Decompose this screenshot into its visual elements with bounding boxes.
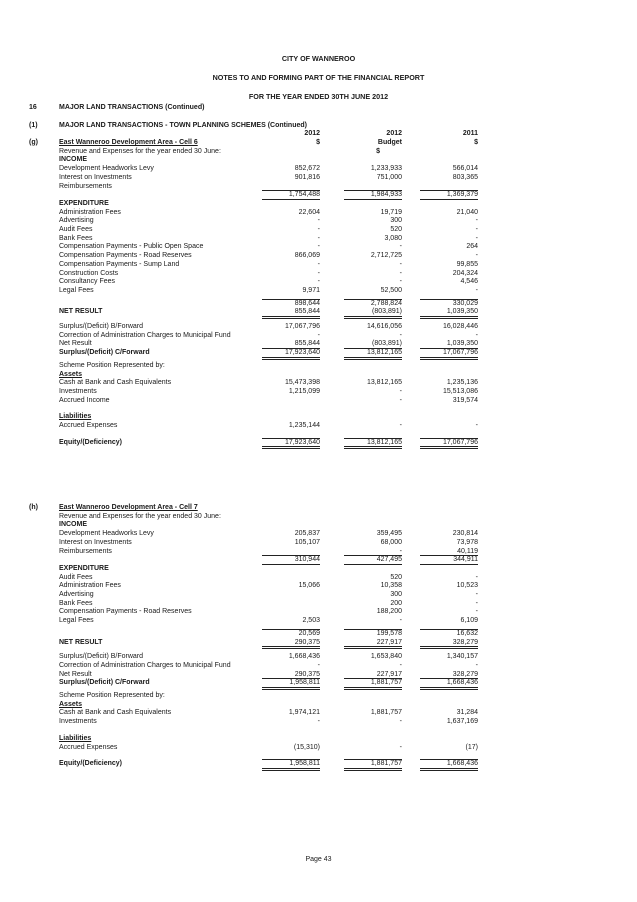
expense-total-budget: 2,788,824 — [370, 299, 402, 307]
surplus-label: Surplus/(Deficit) B/Forward — [59, 323, 144, 330]
asset-value-2012: 1,215,099 — [288, 387, 320, 395]
column-rule — [420, 648, 478, 649]
scheme-position-heading: Scheme Position Represented by: — [59, 361, 165, 369]
expenditure-heading: EXPENDITURE — [59, 199, 109, 207]
income-total-budget: 427,495 — [376, 556, 402, 564]
liability-label: Accrued Expenses — [59, 743, 118, 751]
income-value-2012: 852,672 — [294, 165, 320, 173]
year-title: FOR THE YEAR ENDED 30TH JUNE 2012 — [248, 92, 389, 101]
column-rule — [344, 770, 402, 771]
income-heading: INCOME — [59, 521, 87, 529]
col-2012-actual-year: 2012 — [304, 130, 320, 137]
column-rule — [344, 687, 402, 688]
surplus-value-2011: 1,668,436 — [446, 679, 478, 687]
liability-value-budget: - — [399, 743, 402, 751]
expense-value-2012: - — [317, 243, 320, 251]
expense-value-budget: 2,712,725 — [370, 252, 402, 260]
column-rule — [344, 646, 402, 647]
page-number: Page 43 — [305, 856, 332, 863]
liability-value-2012: (15,310) — [293, 743, 320, 751]
surplus-label: Net Result — [59, 340, 92, 348]
income-value-budget: - — [399, 547, 402, 555]
expense-value-budget: 300 — [390, 217, 402, 225]
asset-label: Accrued Income — [59, 396, 110, 404]
expense-value-budget: 3,080 — [384, 234, 402, 242]
net-result-2012: 855,844 — [294, 308, 320, 316]
expense-label: Consultancy Fees — [59, 278, 116, 286]
income-value-budget: 1,233,933 — [370, 165, 402, 173]
expense-label: Compensation Payments - Sump Land — [59, 260, 180, 268]
column-rule — [420, 446, 478, 447]
expense-value-2011: 21,040 — [456, 208, 478, 216]
expense-value-2012: - — [317, 234, 320, 242]
column-rule — [262, 646, 320, 647]
surplus-label: Surplus/(Deficit) C/Forward — [59, 679, 150, 687]
asset-label: Cash at Bank and Cash Equivalents — [59, 709, 172, 717]
expense-label: Compensation Payments - Road Reserves — [59, 608, 192, 616]
surplus-value-2012: - — [317, 331, 320, 339]
column-rule — [344, 316, 402, 317]
asset-value-2011: 319,574 — [452, 396, 478, 404]
asset-value-budget: - — [399, 718, 402, 726]
col-2012-budget-label: Budget — [377, 139, 402, 146]
column-rule — [262, 199, 320, 200]
surplus-value-budget: - — [399, 331, 402, 339]
income-value-budget: 68,000 — [380, 538, 402, 546]
expense-label: Compensation Payments - Road Reserves — [59, 252, 192, 260]
column-rule — [344, 448, 402, 449]
surplus-value-2011: 328,279 — [452, 670, 478, 678]
surplus-value-budget: 13,812,165 — [366, 349, 402, 357]
column-rule — [262, 446, 320, 447]
column-rule — [262, 316, 320, 317]
expense-value-2011: - — [475, 286, 478, 294]
expense-value-2011: 6,109 — [460, 617, 478, 625]
surplus-label: Surplus/(Deficit) C/Forward — [59, 349, 150, 357]
income-value-2011: 566,014 — [452, 165, 478, 173]
column-rule — [262, 689, 320, 690]
notes-title: NOTES TO AND FORMING PART OF THE FINANCIAL REPORT — [212, 73, 425, 82]
column-rule — [344, 357, 402, 358]
expense-total-2012: 20,569 — [298, 629, 320, 637]
expense-value-budget: 300 — [390, 591, 402, 598]
income-value-budget: 359,495 — [376, 530, 402, 538]
expense-value-2011: - — [475, 226, 478, 233]
income-heading: INCOME — [59, 156, 87, 164]
net-result-budget: 227,917 — [376, 638, 402, 646]
income-total-2012: 1,754,488 — [288, 191, 320, 199]
net-result-2011: 328,279 — [452, 638, 478, 646]
expense-value-budget: 52,500 — [380, 286, 402, 294]
expense-value-budget: - — [399, 278, 402, 286]
expense-value-budget: - — [399, 269, 402, 277]
col-2012-budget-year: 2012 — [386, 130, 402, 137]
expense-value-2012: - — [317, 260, 320, 268]
surplus-value-2011: 1,340,157 — [446, 653, 478, 661]
column-rule — [420, 770, 478, 771]
expense-label: Legal Fees — [59, 286, 94, 294]
expense-value-2011: - — [475, 599, 478, 607]
expense-value-2012: 22,604 — [298, 208, 320, 216]
assets-heading: Assets — [59, 700, 82, 708]
col-2012-budget-unit: $ — [376, 148, 380, 155]
income-value-2012: 901,816 — [294, 173, 320, 181]
liabilities-heading: Liabilities — [59, 413, 92, 421]
column-rule — [420, 316, 478, 317]
column-rule — [344, 318, 402, 319]
column-rule — [262, 448, 320, 449]
expense-value-2012: 866,069 — [294, 252, 320, 260]
surplus-value-budget: 1,881,757 — [370, 679, 402, 687]
expense-total-2012: 898,644 — [294, 299, 320, 307]
expense-label: Bank Fees — [59, 599, 93, 607]
income-total-2011: 344,911 — [453, 556, 478, 564]
col-2012-actual-unit: $ — [316, 139, 320, 146]
equity-value-2011: 1,668,436 — [446, 760, 478, 768]
income-total-2012: 310,944 — [294, 556, 320, 564]
asset-label: Cash at Bank and Cash Equivalents — [59, 379, 172, 387]
expense-label: Bank Fees — [59, 234, 93, 242]
column-rule — [420, 318, 478, 319]
asset-value-2012: 1,974,121 — [288, 709, 320, 717]
surplus-value-budget: 1,653,840 — [370, 653, 402, 661]
expense-total-2011: 330,029 — [452, 299, 478, 307]
surplus-label: Net Result — [59, 670, 92, 678]
column-rule — [344, 359, 402, 360]
expense-value-2011: 204,324 — [452, 269, 478, 277]
expense-label: Compensation Payments - Public Open Space — [59, 243, 204, 251]
surplus-value-2012: - — [317, 661, 320, 669]
column-rule — [344, 648, 402, 649]
section-subtitle: Revenue and Expenses for the year ended 30 June: — [59, 512, 221, 520]
expense-value-2011: 10,523 — [456, 582, 478, 590]
asset-label: Investments — [59, 718, 97, 726]
column-rule — [262, 768, 320, 769]
expense-label: Advertising — [59, 591, 94, 598]
equity-value-budget: 13,812,165 — [366, 438, 402, 446]
income-value-2011: 73,978 — [456, 538, 478, 546]
column-rule — [262, 318, 320, 319]
asset-value-2011: 31,284 — [456, 709, 478, 717]
subsection-number: (1) — [29, 122, 38, 129]
column-rule — [262, 357, 320, 358]
asset-value-2012: - — [317, 718, 320, 726]
asset-label: Investments — [59, 387, 97, 395]
assets-heading: Assets — [59, 370, 82, 378]
column-rule — [344, 199, 402, 200]
expense-value-2012: - — [317, 217, 320, 225]
column-rule — [420, 646, 478, 647]
surplus-value-2011: 16,028,446 — [442, 323, 478, 330]
column-rule — [420, 359, 478, 360]
liability-value-2011: - — [475, 422, 478, 429]
income-value-2011: 803,365 — [452, 173, 478, 181]
section-title: East Wanneroo Development Area - Cell 6 — [59, 139, 198, 146]
column-rule — [262, 564, 320, 565]
net-result-2011: 1,039,350 — [446, 308, 478, 316]
net-result-label: NET RESULT — [59, 308, 103, 316]
section-title: East Wanneroo Development Area - Cell 7 — [59, 504, 198, 511]
expense-label: Administration Fees — [59, 208, 121, 216]
expense-value-2012: 2,503 — [302, 617, 320, 625]
liabilities-heading: Liabilities — [59, 734, 92, 742]
surplus-value-2011: 17,067,796 — [442, 349, 478, 357]
section-number: 16 — [29, 104, 37, 111]
column-rule — [420, 448, 478, 449]
liability-label: Accrued Expenses — [59, 422, 118, 429]
income-value-2011: 40,119 — [457, 547, 478, 555]
income-label: Reimbursements — [59, 547, 112, 555]
column-rule — [420, 689, 478, 690]
income-total-budget: 1,984,933 — [370, 191, 402, 199]
expense-value-2012: - — [317, 278, 320, 286]
section-letter: (g) — [29, 139, 38, 146]
expense-value-2011: - — [475, 608, 478, 616]
column-rule — [344, 446, 402, 447]
surplus-value-budget: - — [399, 661, 402, 669]
expense-value-2011: - — [475, 591, 478, 598]
asset-value-budget: 13,812,165 — [366, 379, 402, 387]
col-2011-unit: $ — [474, 139, 478, 146]
surplus-value-budget: 227,917 — [376, 670, 402, 678]
expense-total-2011: 16,632 — [456, 629, 478, 637]
expense-value-2011: - — [475, 252, 478, 260]
expense-value-2011: 4,546 — [460, 278, 478, 286]
surplus-value-2012: 855,844 — [294, 340, 320, 348]
expense-label: Legal Fees — [59, 617, 94, 625]
subsection-title: MAJOR LAND TRANSACTIONS - TOWN PLANNING SCHEMES (Continued) — [59, 122, 307, 129]
income-value-2012: 105,107 — [294, 538, 320, 546]
surplus-value-budget: 14,616,056 — [366, 323, 402, 330]
net-result-budget: (803,891) — [372, 308, 402, 316]
surplus-label: Correction of Administration Charges to Municipal Fund — [59, 661, 231, 669]
column-rule — [344, 768, 402, 769]
section-letter: (h) — [29, 504, 38, 511]
expense-value-2012: 15,066 — [298, 582, 320, 590]
net-result-label: NET RESULT — [59, 638, 103, 646]
column-rule — [420, 564, 478, 565]
expense-value-budget: 200 — [390, 599, 402, 607]
expense-value-2012: 9,971 — [302, 286, 320, 294]
section-title: MAJOR LAND TRANSACTIONS (Continued) — [59, 104, 205, 111]
asset-value-2012: 15,473,398 — [284, 379, 320, 387]
liability-value-budget: - — [399, 422, 402, 429]
expense-value-2011: - — [475, 217, 478, 225]
surplus-value-2012: 1,668,436 — [288, 653, 320, 661]
column-rule — [420, 768, 478, 769]
surplus-value-2012: 1,958,811 — [289, 679, 320, 687]
expense-value-budget: 19,719 — [380, 208, 402, 216]
equity-value-2011: 17,067,796 — [442, 438, 478, 446]
column-rule — [420, 687, 478, 688]
expense-value-budget: - — [399, 243, 402, 251]
expense-value-budget: 10,358 — [380, 582, 402, 590]
equity-value-2012: 17,923,640 — [284, 438, 320, 446]
surplus-value-2011: - — [475, 661, 478, 669]
equity-label: Equity/(Deficiency) — [59, 760, 123, 768]
column-rule — [262, 770, 320, 771]
expense-value-2011: 264 — [466, 243, 478, 251]
income-value-budget: 751,000 — [376, 173, 402, 181]
asset-value-2011: 15,513,086 — [442, 387, 478, 395]
expenditure-heading: EXPENDITURE — [59, 564, 109, 572]
income-label: Interest on Investments — [59, 538, 132, 546]
scheme-position-heading: Scheme Position Represented by: — [59, 692, 165, 699]
column-rule — [344, 689, 402, 690]
equity-value-budget: 1,881,757 — [370, 760, 402, 768]
column-rule — [344, 564, 402, 565]
expense-total-budget: 199,578 — [376, 629, 402, 637]
expense-value-2011: 99,855 — [456, 260, 478, 268]
surplus-value-2011: 1,039,350 — [446, 340, 478, 348]
section-subtitle: Revenue and Expenses for the year ended 30 June: — [59, 147, 221, 155]
expense-label: Audit Fees — [59, 573, 93, 581]
net-result-2012: 290,375 — [294, 638, 320, 646]
asset-value-2011: 1,637,169 — [446, 718, 478, 726]
expense-value-2011: - — [475, 573, 478, 581]
column-rule — [262, 687, 320, 688]
income-label: Reimbursements — [59, 182, 112, 190]
expense-label: Advertising — [59, 217, 94, 225]
surplus-value-2012: 17,067,796 — [284, 323, 320, 330]
org-title: CITY OF WANNEROO — [281, 54, 356, 63]
asset-value-budget: - — [399, 387, 402, 395]
asset-value-budget: 1,881,757 — [370, 709, 402, 717]
column-rule — [262, 359, 320, 360]
income-total-2011: 1,369,379 — [446, 191, 478, 199]
income-label: Development Headworks Levy — [59, 165, 154, 173]
expense-value-budget: - — [399, 260, 402, 268]
col-2011-year: 2011 — [462, 130, 478, 137]
surplus-value-2012: 17,923,640 — [284, 349, 320, 357]
expense-value-2012: - — [317, 269, 320, 277]
expense-label: Construction Costs — [59, 269, 119, 277]
expense-value-budget: 520 — [390, 226, 402, 233]
income-label: Development Headworks Levy — [59, 530, 154, 538]
equity-value-2012: 1,958,811 — [289, 760, 320, 768]
expense-label: Audit Fees — [59, 226, 93, 233]
expense-value-2012: - — [317, 226, 320, 233]
expense-label: Administration Fees — [59, 582, 121, 590]
equity-label: Equity/(Deficiency) — [59, 438, 123, 446]
column-rule — [420, 357, 478, 358]
asset-value-2011: 1,235,136 — [446, 379, 478, 387]
asset-value-budget: - — [399, 396, 402, 404]
surplus-value-2012: 290,375 — [294, 670, 320, 678]
surplus-label: Surplus/(Deficit) B/Forward — [59, 653, 144, 661]
income-label: Interest on Investments — [59, 173, 132, 181]
liability-value-2012: 1,235,144 — [288, 422, 320, 429]
surplus-label: Correction of Administration Charges to Municipal Fund — [59, 331, 231, 339]
expense-value-budget: - — [399, 617, 402, 625]
expense-value-budget: 520 — [390, 573, 402, 581]
income-value-2011: 230,814 — [452, 530, 478, 538]
expense-value-2011: - — [475, 234, 478, 242]
income-value-2012: 205,837 — [294, 530, 320, 538]
column-rule — [420, 199, 478, 200]
surplus-value-2011: - — [475, 331, 478, 339]
liability-value-2011: (17) — [465, 743, 478, 751]
expense-value-budget: 188,200 — [376, 608, 402, 616]
column-rule — [262, 648, 320, 649]
surplus-value-budget: (803,891) — [372, 340, 402, 348]
